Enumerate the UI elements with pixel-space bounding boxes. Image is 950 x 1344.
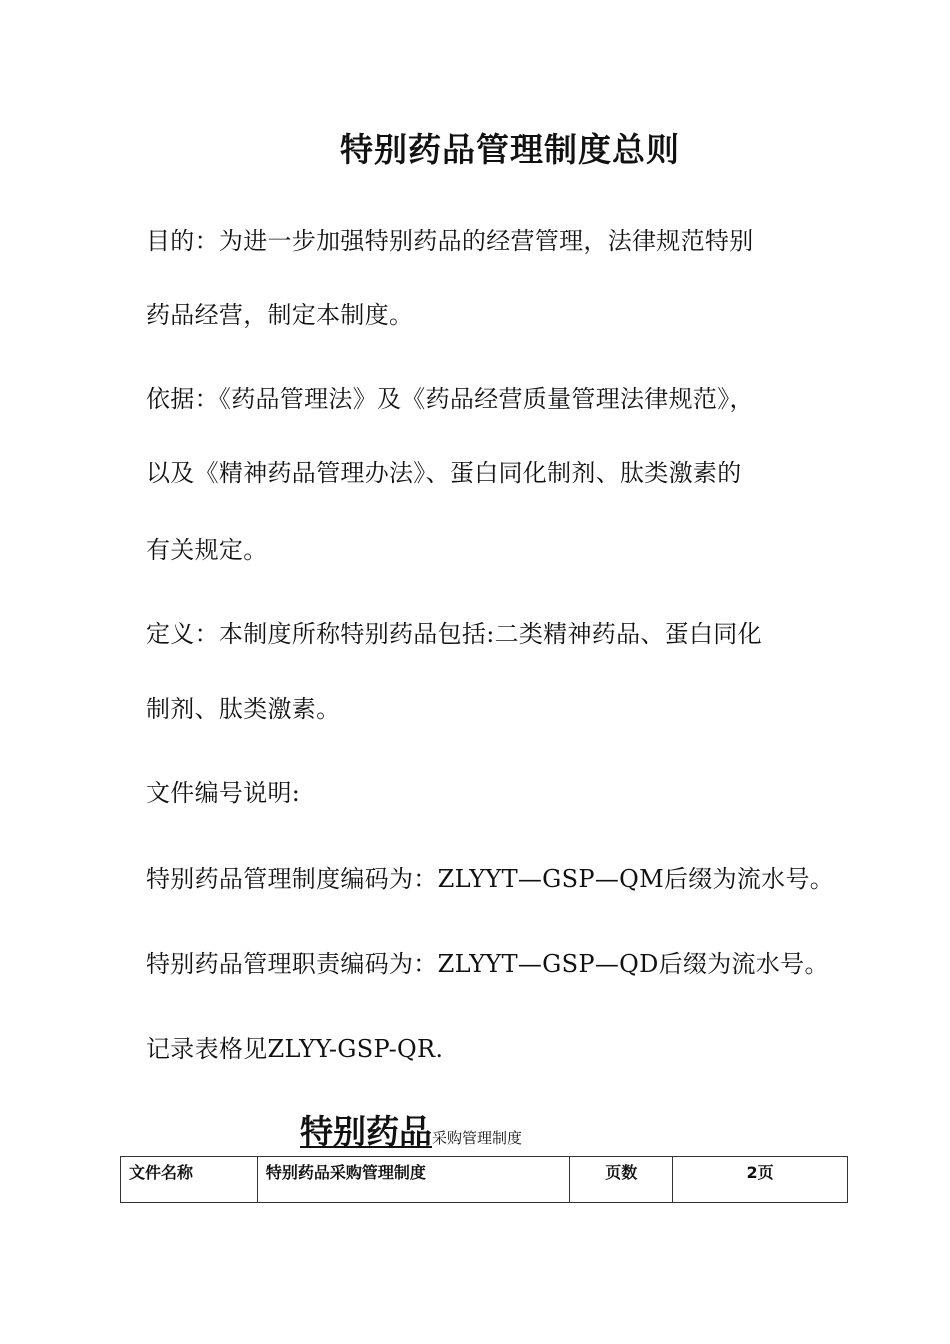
paragraph-file-number-heading: 文件编号说明:: [146, 779, 301, 807]
paragraph-purpose-line1: 目的：为进一步加强特别药品的经营管理，法律规范特别: [146, 227, 754, 255]
table-row: [121, 1157, 848, 1203]
document-info-table: [120, 1156, 848, 1203]
table-cell-file-name-label: 文件名称: [121, 1157, 258, 1203]
paragraph-record-forms: 记录表格见ZLYY-GSP-QR.: [146, 1035, 444, 1063]
paragraph-purpose-line2: 药品经营，制定本制度。: [146, 301, 414, 329]
paragraph-system-code: 特别药品管理制度编码为：ZLYYT—GSP—QM后缀为流水号。: [146, 865, 835, 893]
paragraph-definition-line1: 定义：本制度所称特别药品包括:二类精神药品、蛋白同化: [146, 620, 762, 648]
section-heading-large: 特别药品: [300, 1112, 432, 1151]
table-cell-file-name-value: 特别药品采购管理制度: [257, 1157, 570, 1203]
paragraph-duty-code: 特别药品管理职责编码为：ZLYYT—GSP—QD后缀为流水号。: [146, 950, 829, 978]
paragraph-basis-line3: 有关规定。: [146, 536, 268, 564]
section-heading-small: 采购管理制度: [432, 1129, 523, 1147]
paragraph-definition-line2: 制剂、肽类激素。: [146, 695, 341, 723]
paragraph-basis-line2: 以及《精神药品管理办法》、蛋白同化制剂、肽类激素的: [146, 459, 742, 487]
table-cell-pages-label: 页数: [570, 1157, 673, 1203]
paragraph-basis-line1: 依据：《药品管理法》及《药品经营质量管理法律规范》，: [146, 385, 754, 413]
table-cell-pages-value: 2页: [673, 1157, 848, 1203]
document-title: 特别药品管理制度总则: [340, 130, 680, 169]
section-heading: [300, 1110, 522, 1160]
